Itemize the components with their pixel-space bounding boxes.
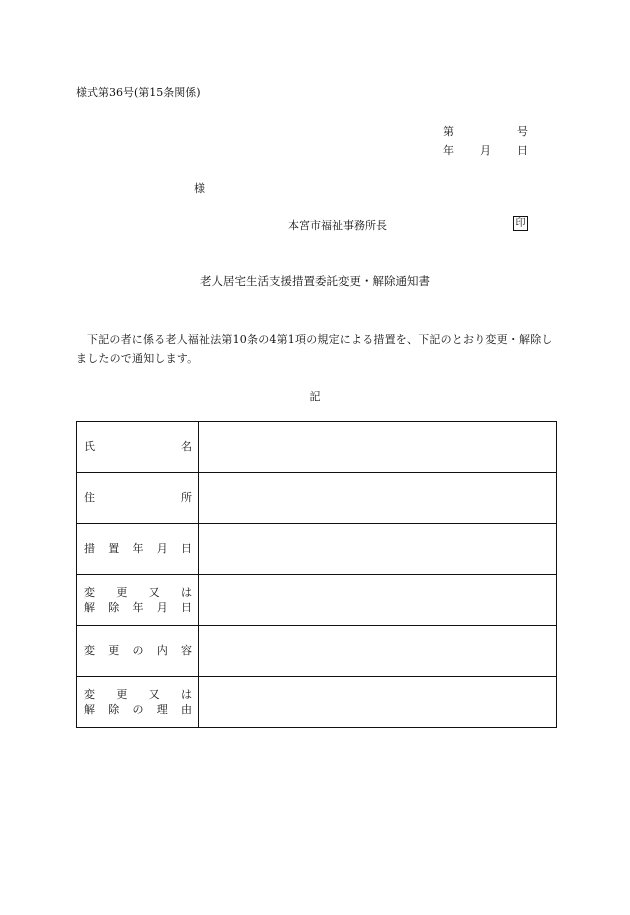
- document-title: 老人居宅生活支援措置委託変更・解除通知書: [200, 274, 430, 288]
- date-month: 月: [480, 144, 491, 157]
- value-change-content[interactable]: [199, 626, 557, 677]
- label-char: 除: [108, 601, 120, 614]
- label-char: 名: [181, 440, 192, 453]
- date-year: 年: [443, 144, 454, 157]
- label-name: [77, 422, 199, 473]
- label-char: 月: [156, 601, 168, 614]
- table-row-reason: [77, 677, 557, 728]
- label-char: 変: [84, 586, 95, 599]
- label-char: 変: [84, 644, 95, 657]
- addressee-suffix: 様: [194, 182, 205, 195]
- issuer-title: 本宮市福祉事務所長: [288, 219, 387, 232]
- label-char: 除: [108, 703, 120, 716]
- seal-mark: 印: [513, 216, 528, 231]
- label-char: 更: [108, 644, 120, 657]
- label-char: 所: [181, 491, 192, 504]
- label-char: 住: [84, 491, 95, 504]
- label-char: 置: [108, 542, 120, 555]
- label-char: の: [132, 644, 144, 657]
- label-char: 又: [148, 586, 160, 599]
- value-measure-date[interactable]: [199, 524, 557, 575]
- notice-body: 下記の者に係る老人福祉法第10条の4第1項の規定による措置を、下記のとおり変更・解除しましたので通知します。: [76, 333, 553, 365]
- label-char: 変: [84, 688, 95, 701]
- label-address: [77, 473, 199, 524]
- table-row-name: [77, 422, 557, 473]
- label-char: は: [180, 688, 192, 701]
- table-row-change-date: [77, 575, 557, 626]
- label-char: の: [132, 703, 144, 716]
- ki-heading: 記: [309, 390, 321, 403]
- label-char: 解: [84, 703, 95, 716]
- document-number-prefix: 第: [443, 125, 454, 138]
- form-number: 様式第36号(第15条関係): [76, 86, 201, 99]
- label-measure-date: [77, 524, 199, 575]
- label-char: 年: [132, 542, 144, 555]
- value-name[interactable]: [199, 422, 557, 473]
- table-row-measure-date: [77, 524, 557, 575]
- label-char: 内: [156, 644, 168, 657]
- label-reason: [77, 677, 199, 728]
- label-change-date: [77, 575, 199, 626]
- table-row-address: [77, 473, 557, 524]
- label-char: 又: [148, 688, 160, 701]
- label-char: は: [180, 586, 192, 599]
- date-day: 日: [517, 144, 528, 157]
- label-char: 年: [132, 601, 144, 614]
- label-char: 日: [181, 542, 192, 555]
- label-char: 日: [181, 601, 192, 614]
- label-char: 更: [116, 586, 128, 599]
- label-char: 理: [156, 703, 168, 716]
- label-char: 容: [181, 644, 192, 657]
- label-char: 月: [156, 542, 168, 555]
- table-row-change-content: [77, 626, 557, 677]
- label-char: 更: [116, 688, 128, 701]
- value-change-date[interactable]: [199, 575, 557, 626]
- label-char: 措: [84, 542, 95, 555]
- value-address[interactable]: [199, 473, 557, 524]
- label-char: 解: [84, 601, 95, 614]
- label-char: 氏: [84, 440, 95, 453]
- value-reason[interactable]: [199, 677, 557, 728]
- label-change-content: [77, 626, 199, 677]
- record-table: [76, 421, 557, 728]
- document-number-suffix: 号: [517, 125, 528, 138]
- label-char: 由: [181, 703, 192, 716]
